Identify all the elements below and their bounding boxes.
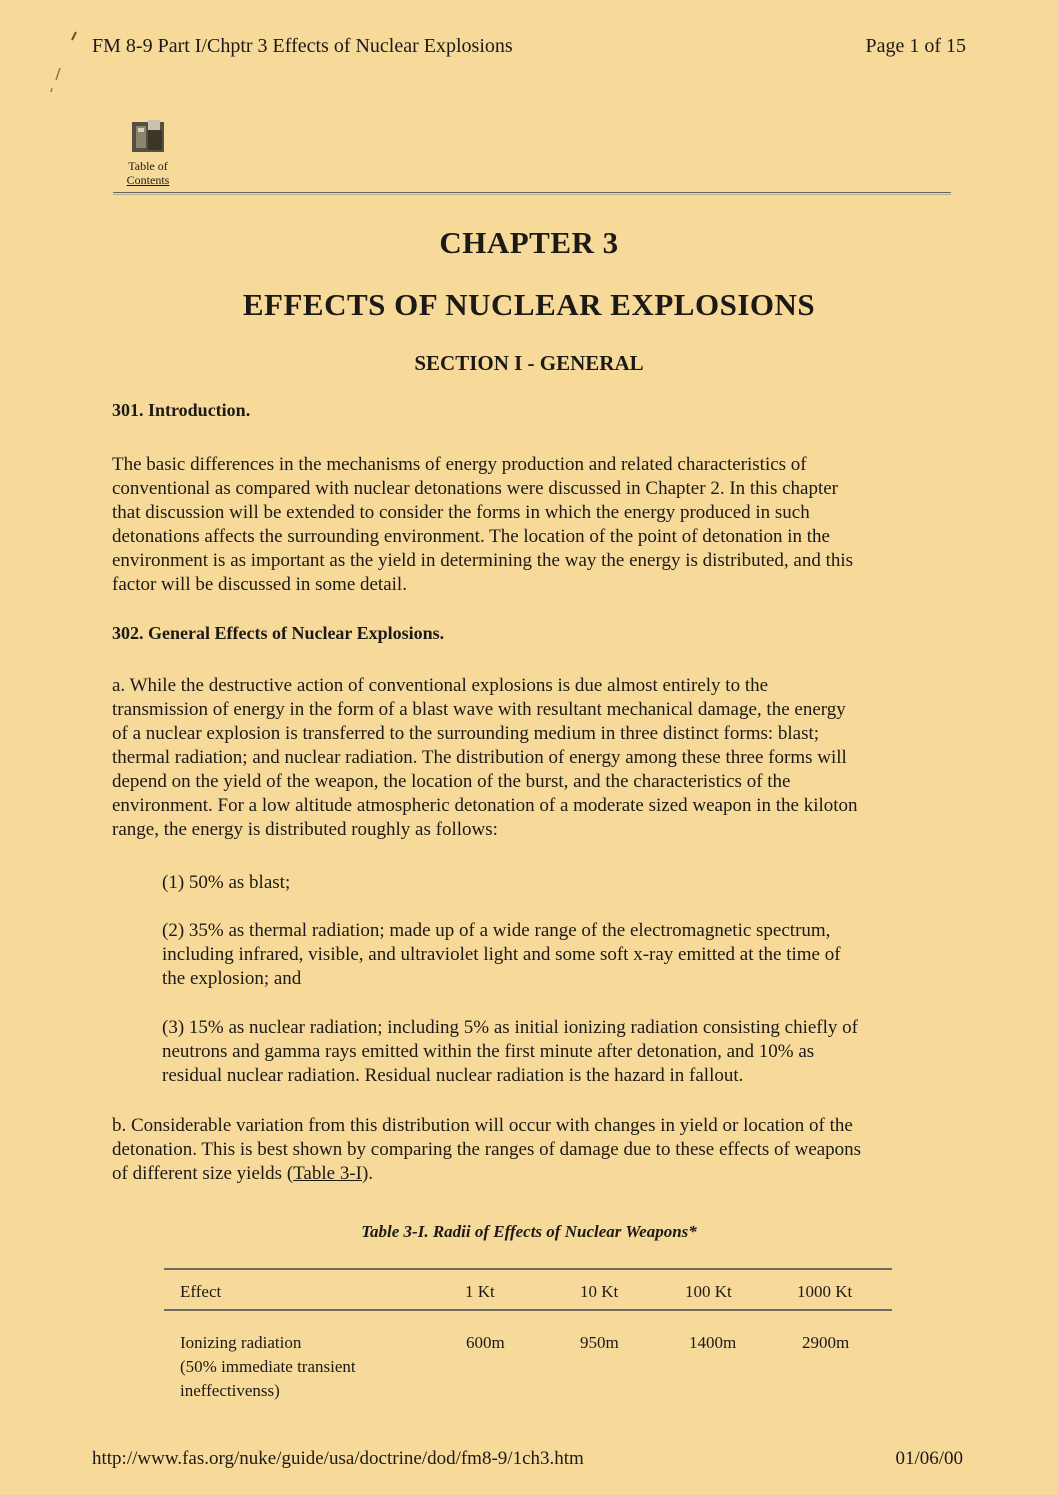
text-line-with-link <box>112 1162 952 1186</box>
toc-link-text[interactable]: Contents <box>126 173 170 187</box>
text-line: neutrons and gamma rays emitted within the first minute after detonation, and 10% as <box>162 1041 815 1062</box>
heading-301: 301. Introduction. <box>112 400 251 420</box>
text-line: thermal radiation; and nuclear radiation. The distribution of energy among these three forms will <box>112 747 847 768</box>
text-line: ineffectivenss) <box>180 1381 280 1400</box>
table-cell-1000kt: 2900m <box>802 1333 850 1352</box>
table-header-1kt: 1 Kt <box>465 1282 495 1301</box>
paragraph-302b <box>112 1114 952 1186</box>
table-cell-10kt: 950m <box>580 1333 619 1352</box>
text-line: (1) 50% as blast; <box>162 872 291 893</box>
text-line: including infrared, visible, and ultraviolet light and some soft x-ray emitted at the time of <box>162 944 841 965</box>
text-line: the explosion; and <box>162 968 302 989</box>
text-line: of a nuclear explosion is transferred to the surrounding medium in three distinct forms: blast; <box>112 723 820 744</box>
text-line: that discussion will be extended to consider the forms in which the energy produced in such <box>112 502 810 523</box>
text-line: a. While the destructive action of conventional explosions is due almost entirely to the <box>112 675 769 696</box>
paragraph-301 <box>112 453 952 597</box>
table-cell-effect <box>180 1331 356 1403</box>
table-header-1000kt: 1000 Kt <box>797 1282 853 1301</box>
text-line: factor will be discussed in some detail. <box>112 574 407 595</box>
text-line: environment is as important as the yield in determining the way the energy is distributed, and this <box>112 550 854 571</box>
list-item-3 <box>162 1016 952 1088</box>
text-line: b. Considerable variation from this distribution will occur with changes in yield or location of the <box>112 1115 853 1136</box>
paragraph-302a <box>112 674 952 842</box>
table-cell-1kt: 600m <box>466 1333 505 1352</box>
book-icon <box>128 118 168 156</box>
table-header-effect: Effect <box>180 1282 222 1301</box>
text-line: (3) 15% as nuclear radiation; including 5% as initial ionizing radiation consisting chiefly of <box>162 1017 858 1038</box>
text-line: Ionizing radiation <box>180 1333 302 1352</box>
table-of-contents-link[interactable] <box>118 118 178 187</box>
list-item-1 <box>162 871 952 895</box>
section-title: SECTION I - GENERAL <box>414 351 644 375</box>
text-line: environment. For a low altitude atmospheric detonation of a moderate sized weapon in the kiloton <box>112 795 858 816</box>
table-header-10kt: 10 Kt <box>580 1282 619 1301</box>
horizontal-divider <box>113 192 951 195</box>
footer-date: 01/06/00 <box>895 1448 963 1469</box>
text-line: detonation. This is best shown by comparing the ranges of damage due to these effects of weapons <box>112 1139 862 1160</box>
table-cell-100kt: 1400m <box>689 1333 737 1352</box>
table-header-rule <box>164 1309 892 1311</box>
chapter-number: CHAPTER 3 <box>439 225 619 260</box>
text-line: detonations affects the surrounding environment. The location of the point of detonation in the <box>112 526 830 547</box>
header-title: FM 8-9 Part I/Chptr 3 Effects of Nuclear Explosions <box>92 35 513 57</box>
table-3-1-link[interactable]: Table 3-I <box>293 1163 362 1184</box>
table-top-rule <box>164 1268 892 1270</box>
heading-302: 302. General Effects of Nuclear Explosions. <box>112 623 445 643</box>
text-line: depend on the yield of the weapon, the location of the burst, and the characteristics of the <box>112 771 791 792</box>
footer-url: http://www.fas.org/nuke/guide/usa/doctrine/dod/fm8-9/1ch3.htm <box>92 1448 584 1469</box>
page-number: Page 1 of 15 <box>865 35 966 57</box>
pen-mark <box>48 30 78 100</box>
chapter-title: EFFECTS OF NUCLEAR EXPLOSIONS <box>242 287 816 322</box>
list-item-2 <box>162 919 952 991</box>
text-segment: of different size yields ( <box>112 1163 294 1184</box>
text-line: The basic differences in the mechanisms of energy production and related characteristics of <box>112 454 807 475</box>
table-caption: Table 3-I. Radii of Effects of Nuclear Weapons* <box>361 1222 697 1241</box>
text-line: conventional as compared with nuclear detonations were discussed in Chapter 2. In this chapter <box>112 478 838 499</box>
toc-label: Table of <box>128 159 168 173</box>
table-header-100kt: 100 Kt <box>685 1282 732 1301</box>
text-line: range, the energy is distributed roughly as follows: <box>112 819 498 840</box>
text-segment: ). <box>361 1163 374 1184</box>
text-line: residual nuclear radiation. Residual nuclear radiation is the hazard in fallout. <box>162 1065 744 1086</box>
text-line: (50% immediate transient <box>180 1357 356 1376</box>
text-line: (2) 35% as thermal radiation; made up of a wide range of the electromagnetic spectrum, <box>162 920 831 941</box>
text-line: transmission of energy in the form of a blast wave with resultant mechanical damage, the energy <box>112 699 846 720</box>
